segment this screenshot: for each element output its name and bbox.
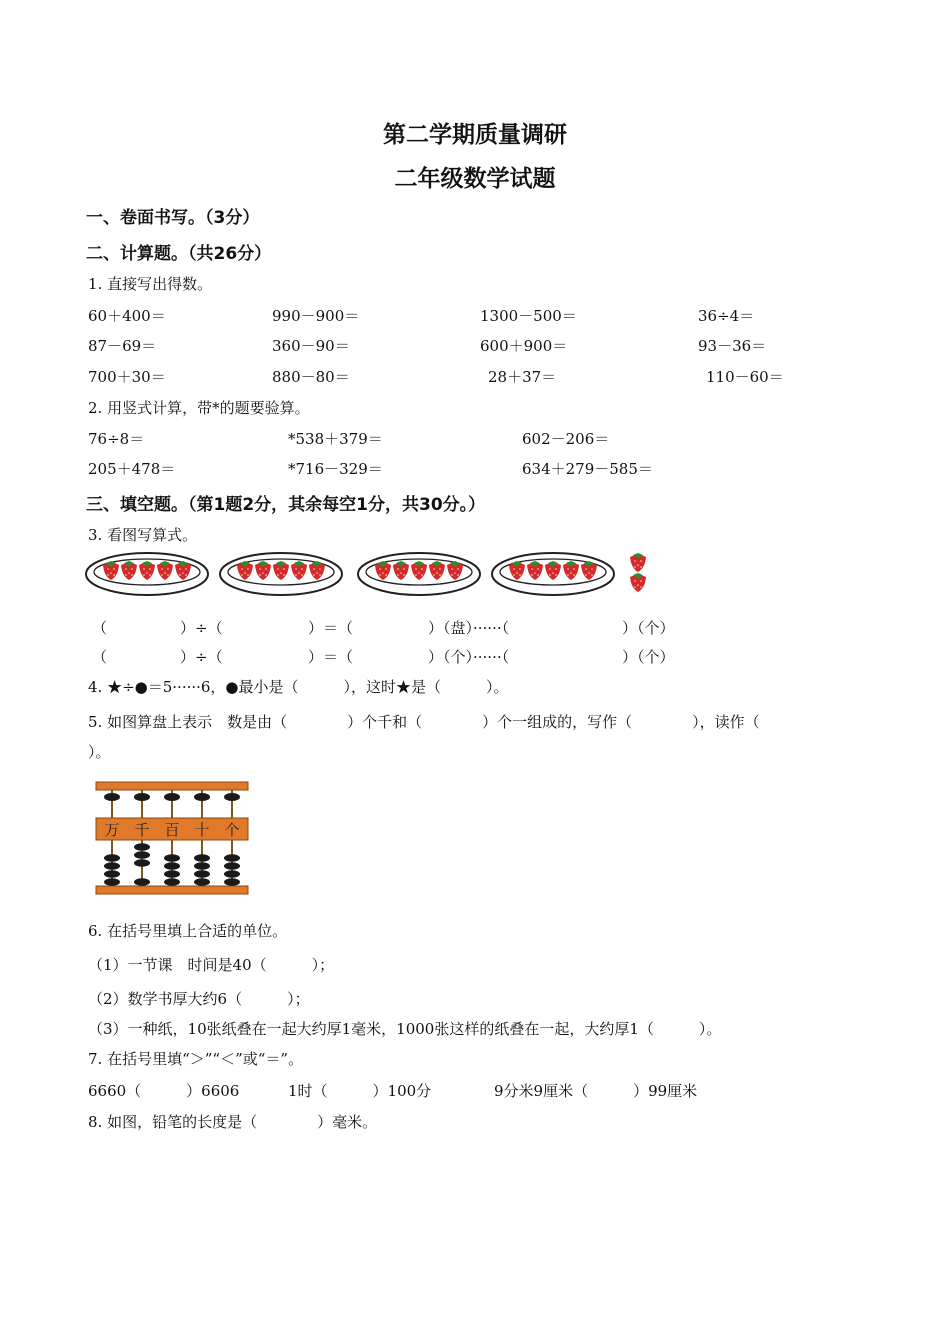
q6-item: （1）一节课 时间是40（ ）； — [88, 956, 335, 974]
abacus-top-bar — [96, 782, 248, 790]
strawberry-seed — [591, 568, 593, 570]
q2-item: *716－329＝ — [288, 460, 383, 478]
abacus-lower-bead — [134, 843, 150, 851]
strawberry-seed — [301, 568, 303, 570]
abacus-lower-bead — [134, 878, 150, 886]
strawberry-seed — [513, 568, 515, 570]
strawberry-seed — [451, 568, 453, 570]
strawberry-seed — [125, 574, 127, 576]
strawberry-plates-figure — [84, 550, 764, 600]
strawberry-seed — [570, 572, 572, 574]
q3-row2-part: ）（个） — [622, 648, 675, 666]
abacus-bottom-bar — [96, 886, 248, 894]
strawberry-seed — [149, 568, 151, 570]
page-title: 第二学期质量调研 — [383, 121, 567, 148]
abacus-lower-bead — [224, 854, 240, 862]
q3-row2-part: ）＝（ — [308, 648, 354, 666]
strawberry-seed — [277, 574, 279, 576]
strawberry-seed — [588, 572, 590, 574]
strawberry-seed — [537, 568, 539, 570]
strawberry-seed — [185, 574, 187, 576]
strawberry-seed — [439, 574, 441, 576]
q3-row1-part: ）＝（ — [308, 619, 354, 637]
strawberry-seed — [241, 574, 243, 576]
q3-row1-part: ）（个） — [622, 619, 675, 637]
strawberry-seed — [634, 580, 636, 582]
strawberry-seed — [107, 574, 109, 576]
q3-row2-part: ）（个）······（ — [428, 648, 510, 666]
strawberry-seed — [585, 574, 587, 576]
q1-item: 700＋30＝ — [88, 368, 166, 386]
strawberry-seed — [131, 568, 133, 570]
strawberry-seed — [637, 564, 639, 566]
strawberry-seed — [555, 568, 557, 570]
strawberry-seed — [247, 574, 249, 576]
strawberry-seed — [143, 568, 145, 570]
q7-item: 6660（ ）6606 — [88, 1082, 240, 1100]
strawberry-seed — [415, 568, 417, 570]
strawberry-seed — [265, 574, 267, 576]
strawberry-seed — [280, 572, 282, 574]
strawberry-seed — [403, 568, 405, 570]
strawberry-seed — [161, 574, 163, 576]
abacus-place-label: 千 — [134, 821, 150, 839]
abacus-lower-bead — [224, 870, 240, 878]
strawberry-seed — [319, 568, 321, 570]
strawberry-seed — [379, 574, 381, 576]
q3-row2-part: ）÷（ — [180, 648, 223, 666]
q1-item: 60＋400＝ — [88, 307, 166, 325]
strawberry-seed — [451, 574, 453, 576]
strawberry-seed — [457, 568, 459, 570]
abacus-lower-bead — [224, 862, 240, 870]
strawberry-seed — [537, 574, 539, 576]
q3-row1-part: ）÷（ — [180, 619, 223, 637]
abacus-figure — [94, 780, 254, 900]
strawberry-seed — [421, 568, 423, 570]
strawberry-seed — [319, 574, 321, 576]
strawberry-seed — [382, 572, 384, 574]
q1-item: 93－36＝ — [698, 337, 767, 355]
strawberry-seed — [182, 572, 184, 574]
strawberry-seed — [265, 568, 267, 570]
abacus-place-label: 百 — [164, 821, 180, 839]
q4-text: 4. ★÷●＝5······6，●最小是（ ），这时★是（ ）。 — [88, 678, 509, 696]
strawberry-seed — [397, 574, 399, 576]
abacus-upper-bead — [134, 793, 150, 801]
strawberry-seed — [519, 568, 521, 570]
strawberry-seed — [113, 568, 115, 570]
abacus-lower-bead — [194, 878, 210, 886]
strawberry-seed — [113, 574, 115, 576]
strawberry-seed — [573, 574, 575, 576]
strawberry-seed — [531, 574, 533, 576]
strawberry-seed — [385, 574, 387, 576]
q1-item: 990－900＝ — [272, 307, 360, 325]
section-2-heading: 二、计算题。（共26分） — [86, 244, 272, 264]
strawberry-seed — [552, 572, 554, 574]
strawberry-seed — [262, 572, 264, 574]
abacus-lower-bead — [104, 878, 120, 886]
strawberry-seed — [110, 572, 112, 574]
strawberry-seed — [301, 574, 303, 576]
strawberry-seed — [244, 572, 246, 574]
q2-item: *538＋379＝ — [288, 430, 383, 448]
strawberry-seed — [439, 568, 441, 570]
q1-item: 87－69＝ — [88, 337, 157, 355]
strawberry-seed — [567, 574, 569, 576]
q1-prompt: 1. 直接写出得数。 — [88, 275, 213, 293]
strawberry-seed — [519, 574, 521, 576]
strawberry-seed — [549, 574, 551, 576]
strawberry-seed — [241, 568, 243, 570]
strawberry-seed — [634, 566, 636, 568]
abacus-upper-bead — [104, 793, 120, 801]
abacus-lower-bead — [104, 862, 120, 870]
strawberry-seed — [640, 560, 642, 562]
strawberry-seed — [421, 574, 423, 576]
abacus-place-label: 万 — [104, 821, 120, 839]
abacus-lower-bead — [134, 859, 150, 867]
abacus-lower-bead — [164, 878, 180, 886]
strawberry-seed — [283, 568, 285, 570]
q2-item: 205＋478＝ — [88, 460, 176, 478]
strawberry-seed — [531, 568, 533, 570]
strawberry-seed — [143, 574, 145, 576]
strawberry-seed — [185, 568, 187, 570]
abacus-lower-bead — [104, 870, 120, 878]
strawberry-seed — [313, 574, 315, 576]
abacus-lower-bead — [164, 862, 180, 870]
abacus-place-label: 个 — [224, 821, 240, 839]
strawberry-seed — [277, 568, 279, 570]
abacus-lower-bead — [104, 854, 120, 862]
strawberry-seed — [385, 568, 387, 570]
strawberry-seed — [146, 572, 148, 574]
strawberry-seed — [640, 580, 642, 582]
abacus-upper-bead — [224, 793, 240, 801]
q1-item: 360－90＝ — [272, 337, 350, 355]
q2-item: 634＋279－585＝ — [522, 460, 653, 478]
q8-text: 8. 如图，铅笔的长度是（ ）毫米。 — [88, 1113, 378, 1131]
q6-item: （2）数学书厚大约6（ ）； — [88, 990, 310, 1008]
q2-item: 76÷8＝ — [88, 430, 145, 448]
strawberry-seed — [164, 572, 166, 574]
abacus-lower-bead — [164, 870, 180, 878]
strawberry-seed — [433, 568, 435, 570]
q1-item: 36÷4＝ — [698, 307, 755, 325]
strawberry-seed — [247, 568, 249, 570]
strawberry-seed — [634, 586, 636, 588]
abacus-upper-bead — [164, 793, 180, 801]
strawberry-seed — [513, 574, 515, 576]
section-1-heading: 一、卷面书写。（3分） — [86, 208, 260, 228]
q5-text-cont: ）。 — [88, 743, 111, 761]
strawberry-seed — [436, 572, 438, 574]
strawberry-seed — [403, 574, 405, 576]
strawberry-seed — [283, 574, 285, 576]
strawberry-seed — [131, 574, 133, 576]
strawberry-seed — [573, 568, 575, 570]
strawberry-seed — [457, 574, 459, 576]
abacus-lower-bead — [194, 854, 210, 862]
strawberry-seed — [259, 568, 261, 570]
strawberry-seed — [400, 572, 402, 574]
strawberry-seed — [567, 568, 569, 570]
q1-item: 28＋37＝ — [488, 368, 557, 386]
strawberry-seed — [259, 574, 261, 576]
strawberry-seed — [316, 572, 318, 574]
abacus-lower-bead — [134, 851, 150, 859]
section-3-heading: 三、填空题。（第1题2分，其余每空1分，共30分。） — [86, 495, 486, 515]
q3-row1-part: （ — [92, 619, 108, 637]
strawberry-seed — [591, 574, 593, 576]
strawberry-seed — [640, 586, 642, 588]
abacus-lower-bead — [194, 870, 210, 878]
q1-item: 600＋900＝ — [480, 337, 568, 355]
abacus-upper-bead — [194, 793, 210, 801]
strawberry-seed — [167, 568, 169, 570]
strawberry-seed — [418, 572, 420, 574]
abacus-lower-bead — [224, 878, 240, 886]
strawberry-seed — [167, 574, 169, 576]
strawberry-seed — [555, 574, 557, 576]
strawberry-seed — [397, 568, 399, 570]
strawberry-seed — [379, 568, 381, 570]
strawberry-seed — [161, 568, 163, 570]
abacus-lower-bead — [164, 854, 180, 862]
abacus-place-label: 十 — [194, 821, 210, 839]
q5-text: 5. 如图算盘上表示 数是由（ ）个千和（ ）个一组成的，写作（ ），读作（ — [88, 713, 760, 731]
q6-prompt: 6. 在括号里填上合适的单位。 — [88, 922, 288, 940]
strawberry-seed — [585, 568, 587, 570]
q7-item: 1时（ ）100分 — [288, 1082, 432, 1100]
strawberry-seed — [534, 572, 536, 574]
strawberry-seed — [516, 572, 518, 574]
strawberry-seed — [179, 574, 181, 576]
strawberry-seed — [549, 568, 551, 570]
strawberry-seed — [454, 572, 456, 574]
strawberry-seed — [125, 568, 127, 570]
q1-item: 1300－500＝ — [480, 307, 577, 325]
q3-row1-part: ）（盘）······（ — [428, 619, 510, 637]
page-subtitle: 二年级数学试题 — [394, 165, 556, 192]
strawberry-seed — [295, 574, 297, 576]
q7-item: 9分米9厘米（ ）99厘米 — [494, 1082, 698, 1100]
q1-item: 880－80＝ — [272, 368, 350, 386]
strawberry-seed — [433, 574, 435, 576]
strawberry-seed — [313, 568, 315, 570]
q1-item: 110－60＝ — [706, 368, 784, 386]
strawberry-seed — [179, 568, 181, 570]
q3-row2-part: （ — [92, 648, 108, 666]
q3-prompt: 3. 看图写算式。 — [88, 526, 198, 544]
strawberry-icon — [630, 553, 646, 572]
abacus-lower-bead — [194, 862, 210, 870]
q2-item: 602－206＝ — [522, 430, 610, 448]
strawberry-seed — [149, 574, 151, 576]
q7-prompt: 7. 在括号里填“＞”“＜”或“＝”。 — [88, 1050, 304, 1068]
q2-prompt: 2. 用竖式计算，带*的题要验算。 — [88, 399, 310, 417]
q6-item: （3）一种纸，10张纸叠在一起大约厚1毫米，1000张这样的纸叠在一起，大约厚1（ ）。 — [88, 1020, 722, 1038]
strawberry-seed — [295, 568, 297, 570]
strawberry-seed — [634, 560, 636, 562]
strawberry-icon — [630, 573, 646, 592]
strawberry-seed — [415, 574, 417, 576]
strawberry-seed — [640, 566, 642, 568]
strawberry-seed — [637, 584, 639, 586]
strawberry-seed — [298, 572, 300, 574]
strawberry-seed — [107, 568, 109, 570]
strawberry-seed — [128, 572, 130, 574]
